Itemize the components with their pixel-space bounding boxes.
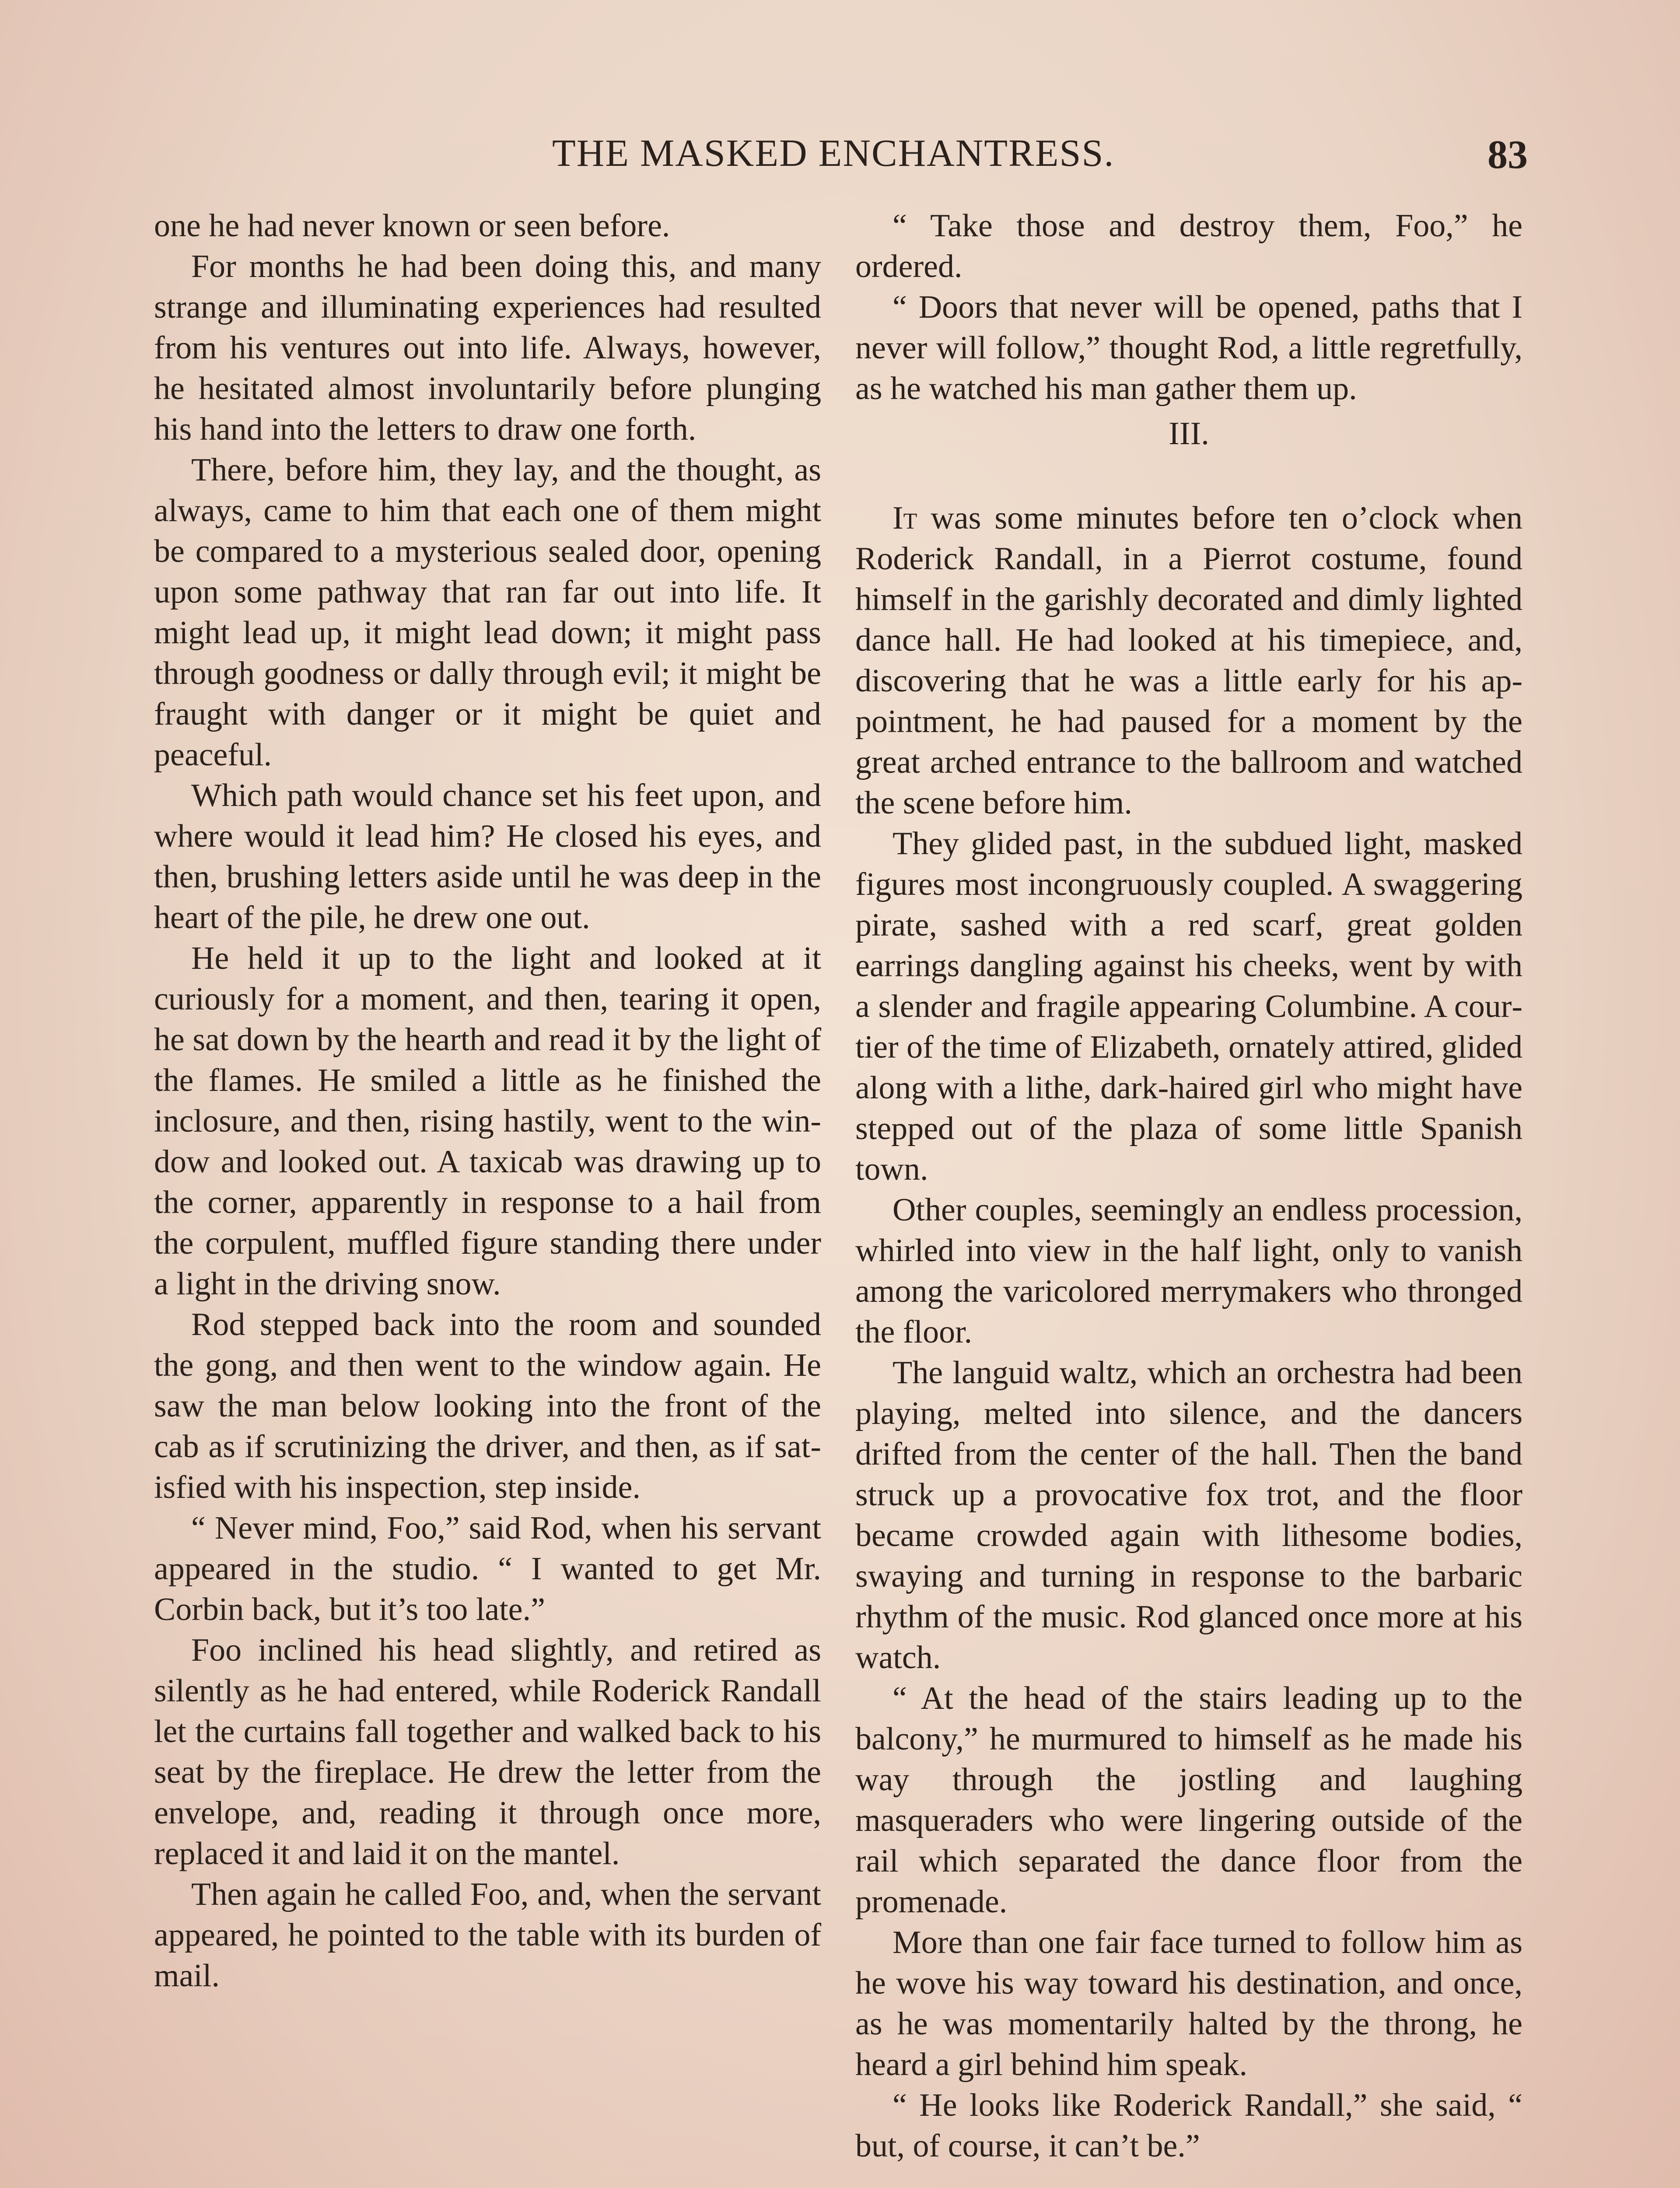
paragraph: He held it up to the light and looked at it curiously for a moment, and then, tearing it open, he sat down by the hearth and read it by the light of the flames. He smiled a little as he finished the inclosure, and then, rising hastily, went to the window and looked out. A taxicab was drawing up to the corner, apparently in response to a hail from the corpulent, muffled figure standing there under a light in the driving snow.	[154, 940, 821, 1302]
paragraph: “ He looks like Roderick Randall,” she said, “ but, of course, it can’t be.”	[855, 2087, 1522, 2164]
paragraph: Foo inclined his head slightly, and retired as silently as he had entered, while Roderick Randall let the curtains fall together and walked back to his seat by the fireplace. He drew the letter from the envelope, and, reading it through once more, replaced it and laid it on the mantel.	[154, 1632, 821, 1872]
paragraph: Other couples, seemingly an endless procession, whirled into view in the half light, only to vanish among the varicolored merrymakers who thronged the floor.	[855, 1192, 1522, 1350]
paragraph: Rod stepped back into the room and sounded the gong, and then went to the window again. He saw the man below looking into the front of the cab as if scrutinizing the driver, and then, as if satisfied with his inspection, step inside.	[154, 1307, 821, 1505]
paragraph: one he had never known or seen before.	[154, 208, 670, 244]
paragraph: More than one fair face turned to follow him as he wove his way toward his destination, and once, as he was momentarily halted by the throng, he heard a girl behind him speak.	[855, 1925, 1522, 2083]
paragraph: Then again he called Foo, and, when the servant appeared, he pointed to the table with its burden of mail.	[154, 1876, 821, 1994]
running-title: THE MASKED ENCHANTRESS.	[552, 132, 1115, 175]
paragraph: “ Never mind, Foo,” said Rod, when his servant appeared in the studio. “ I wanted to get Mr. Corbin back, but it’s too late.”	[154, 1510, 821, 1627]
paragraph-text: was some minutes before ten o’clock when Roderick Randall, in a Pierrot costume, found himself in the garishly decorated and dimly lighted dance hall. He had looked at his timepiece, and, discovering that he was a little early for his appointment, he had paused for a moment by the great arched entrance to the ballroom and watched the scene before him.	[855, 500, 1522, 821]
right-column	[855, 206, 1522, 2167]
page-number: 83	[1488, 132, 1528, 177]
paragraph	[855, 498, 1522, 824]
paragraph: “ Doors that never will be opened, paths that I never will follow,” thought Rod, a little regretfully, as he watched his man gather them up.	[855, 289, 1522, 407]
left-column	[154, 206, 821, 1996]
lead-in-word: It	[892, 500, 917, 536]
paragraph: There, before him, they lay, and the thought, as always, came to him that each one of them might be compared to a mysterious sealed door, opening upon some pathway that ran far out into life. It might lead up, it might lead down; it might pass through goodness or dally through evil; it might be fraught with danger or it might be quiet and peaceful.	[154, 452, 821, 773]
paragraph: They glided past, in the subdued light, masked figures most incongruously coupled. A swaggering pirate, sashed with a red scarf, great golden earrings dangling against his cheeks, went by with a slender and fragile appearing Columbine. A courtier of the time of Elizabeth, ornately attired, glided along with a lithe, dark-haired girl who might have stepped out of the plaza of some little Spanish town.	[855, 826, 1522, 1187]
paragraph: “ Take those and destroy them, Foo,” he ordered.	[855, 208, 1522, 284]
paragraph: For months he had been doing this, and many strange and illuminating experiences had resulted from his ventures out into life. Always, however, he hesitated almost involuntarily before plunging his hand into the letters to draw one forth.	[154, 249, 821, 447]
section-heading: III.	[1169, 416, 1209, 452]
paragraph: Which path would chance set his feet upon, and where would it lead him? He closed his eyes, and then, brushing letters aside until he was deep in the heart of the pile, he drew one out.	[154, 778, 821, 936]
paragraph: “ At the head of the stairs leading up to the balcony,” he murmured to himself as he made his way through the jostling and laughing masqueraders who were lingering outside of the rail which separated the dance floor from the promenade.	[855, 1680, 1522, 1920]
paragraph: The languid waltz, which an orchestra had been playing, melted into silence, and the dancers drifted from the center of the hall. Then the band struck up a provocative fox trot, and the floor became crowded again with lithesome bodies, swaying and turning in response to the barbaric rhythm of the music. Rod glanced once more at his watch.	[855, 1355, 1522, 1676]
